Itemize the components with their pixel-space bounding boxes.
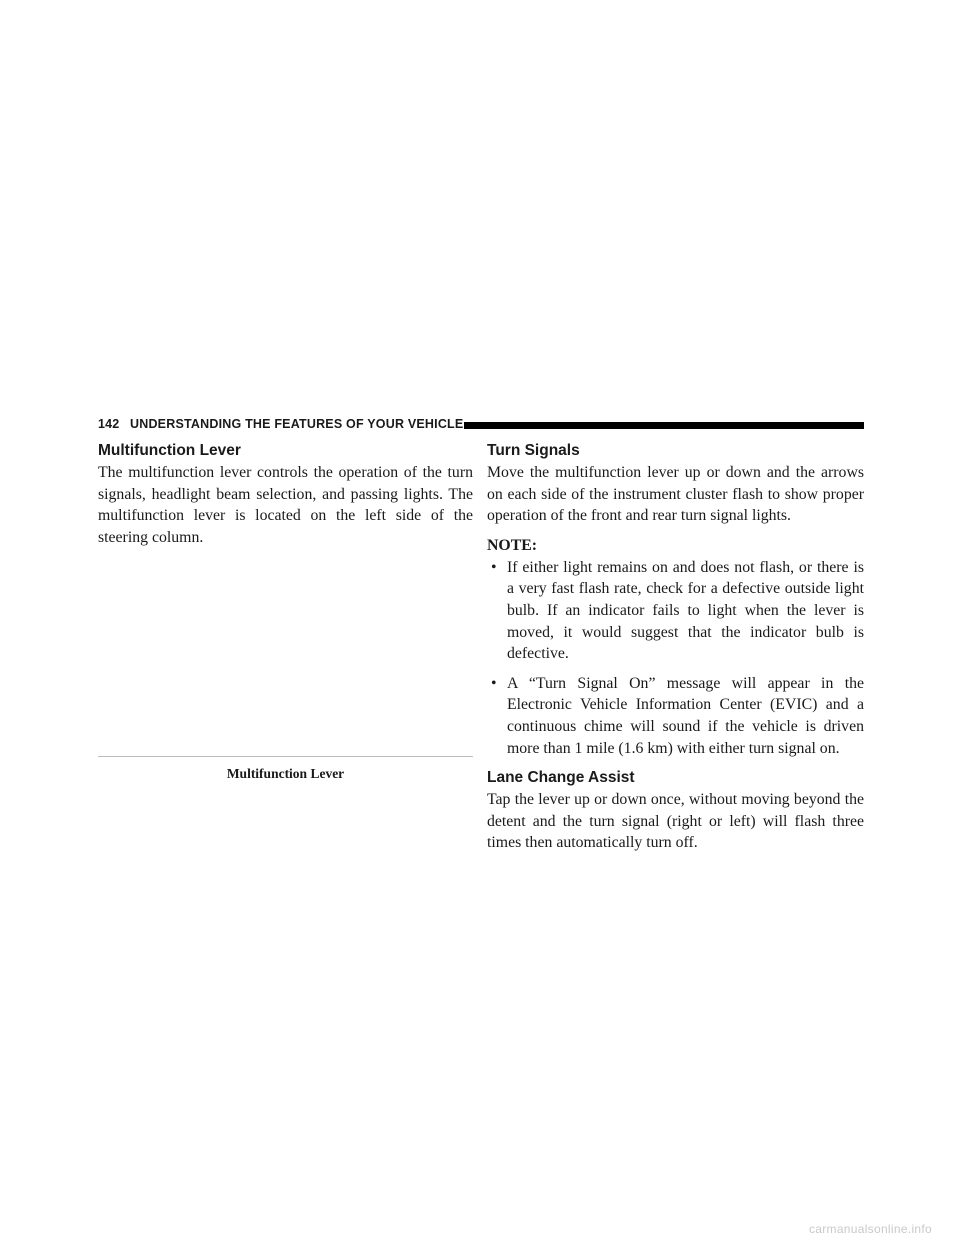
note-bullet-2-text: A “Turn Signal On” message will appear in the Electronic Vehicle Information Center (EVIC) and a continuous chime will sound if the vehicle is driven more than 1 mile (1.6 km) with either turn signal on. [507, 674, 864, 757]
note-bullet-1-text: If either light remains on and does not flash, or there is a very fast flash rate, check for a defective outside light bulb. If an indicator fails to light when the lever is moved, it would suggest that the indicator bulb is defective. [507, 558, 864, 663]
lane-change-assist-paragraph: Tap the lever up or down once, without moving beyond the detent and the turn signal (right or left) will flash three times then automatically turn off. [487, 791, 864, 852]
header-rule [464, 422, 864, 429]
turn-signals-heading: Turn Signals [487, 442, 580, 459]
right-column [487, 440, 864, 854]
turn-signals-paragraph: Move the multifunction lever up or down and the arrows on each side of the instrument cluster flash to show proper operation of the front and rear turn signal lights. [487, 464, 864, 525]
section-title: UNDERSTANDING THE FEATURES OF YOUR VEHICLE [130, 417, 464, 431]
figure-caption: Multifunction Lever [226, 766, 345, 781]
figure-rule [98, 756, 473, 757]
figure-image-placeholder [98, 560, 473, 750]
bullet-icon: • [491, 558, 497, 576]
bullet-icon: • [491, 674, 497, 692]
multifunction-lever-paragraph: The multifunction lever controls the operation of the turn signals, headlight beam selection, and passing lights. The multifunction lever is located on the left side of the steering column. [98, 464, 473, 546]
page-number: 142 [98, 417, 120, 431]
note-bullet-2 [487, 673, 864, 759]
note-bullet-1 [487, 557, 864, 665]
lane-change-assist-heading: Lane Change Assist [487, 769, 635, 787]
page-header [98, 416, 864, 434]
left-column [98, 440, 473, 548]
note-bullets [487, 557, 864, 759]
multifunction-lever-heading: Multifunction Lever [98, 442, 241, 459]
watermark: carmanualsonline.info [808, 1222, 932, 1236]
note-label: NOTE: [487, 536, 538, 554]
